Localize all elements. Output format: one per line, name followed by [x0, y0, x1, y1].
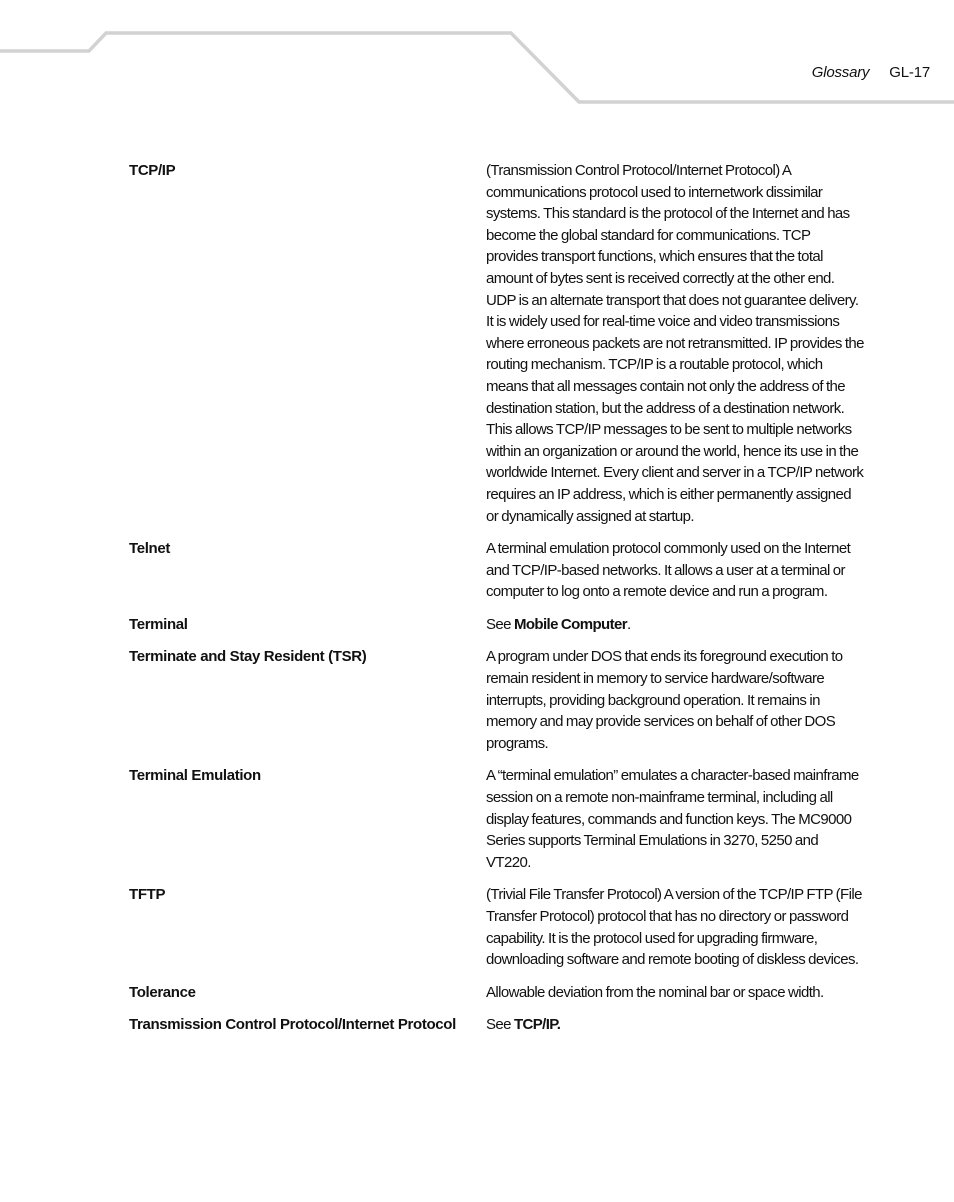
- see-suffix: .: [626, 615, 631, 633]
- glossary-definition: [486, 614, 864, 636]
- running-head: [812, 64, 930, 81]
- glossary-entry: [129, 646, 869, 754]
- section-title: Glossary: [811, 64, 870, 81]
- glossary-term: Terminal: [129, 615, 188, 633]
- cross-reference-link[interactable]: Mobile Computer: [513, 615, 627, 633]
- glossary-entry: [129, 160, 869, 527]
- see-prefix: See: [486, 615, 514, 633]
- glossary-entry: [129, 614, 869, 636]
- glossary-definition: A program under DOS that ends its foreground execution to remain resident in memory to service hardware/software interrupts, providing background operation. It remains in memory and may provide services on behalf of other DOS programs.: [486, 648, 843, 752]
- glossary-entry: [129, 884, 869, 970]
- glossary-definition: A “terminal emulation” emulates a character-based mainframe session on a remote non-mainframe terminal, including all display features, commands and function keys. The MC9000 Series supports Terminal Emulations in 3270, 5250 and VT220.: [486, 767, 859, 871]
- glossary-definition: (Transmission Control Protocol/Internet Protocol) A communications protocol used to internetwork dissimilar systems. This standard is the protocol of the Internet and has become the global standard for communications. TCP provides transport functions, which ensures that the total amount of bytes sent is received correctly at the other end. UDP is an alternate transport that does not guarantee delivery. It is widely used for real-time voice and video transmissions where erroneous packets are not retransmitted. IP provides the routing mechanism. TCP/IP is a routable protocol, which means that all messages contain not only the address of the destination station, but the address of a destination network. This allows TCP/IP messages to be sent to multiple networks within an organization or around the world, hence its use in the worldwide Internet. Every client and server in a TCP/IP network requires an IP address, which is either permanently assigned or dynamically assigned at startup.: [486, 162, 864, 525]
- glossary-entry: [129, 1014, 869, 1036]
- glossary-entry: [129, 538, 869, 603]
- glossary-term: TCP/IP: [129, 162, 176, 179]
- glossary-definition: A terminal emulation protocol commonly used on the Internet and TCP/IP-based networks. It allows a user at a terminal or computer to log onto a remote device and run a program.: [486, 540, 851, 601]
- glossary-term: TFTP: [129, 886, 166, 904]
- glossary-term: Tolerance: [129, 983, 196, 1001]
- glossary-term: Terminal Emulation: [129, 767, 261, 785]
- glossary-entry: [129, 765, 869, 873]
- header-frame-line: [0, 0, 954, 120]
- glossary-definition: Allowable deviation from the nominal bar or space width.: [486, 983, 824, 1001]
- glossary-definition: (Trivial File Transfer Protocol) A version of the TCP/IP FTP (File Transfer Protocol) protocol that has no directory or password capability. It is the protocol used for upgrading firmware, downloading software and remote booting of diskless devices.: [486, 886, 862, 969]
- glossary-list: [129, 160, 869, 1047]
- page-number: GL-17: [889, 64, 930, 81]
- glossary-term: Transmission Control Protocol/Internet Protocol: [129, 1016, 456, 1034]
- see-prefix: See: [486, 1016, 514, 1034]
- glossary-term: Telnet: [129, 540, 170, 558]
- glossary-term: Terminate and Stay Resident (TSR): [129, 648, 367, 666]
- glossary-definition: [486, 1014, 864, 1036]
- glossary-entry: [129, 982, 869, 1004]
- cross-reference-link[interactable]: TCP/IP.: [513, 1016, 561, 1034]
